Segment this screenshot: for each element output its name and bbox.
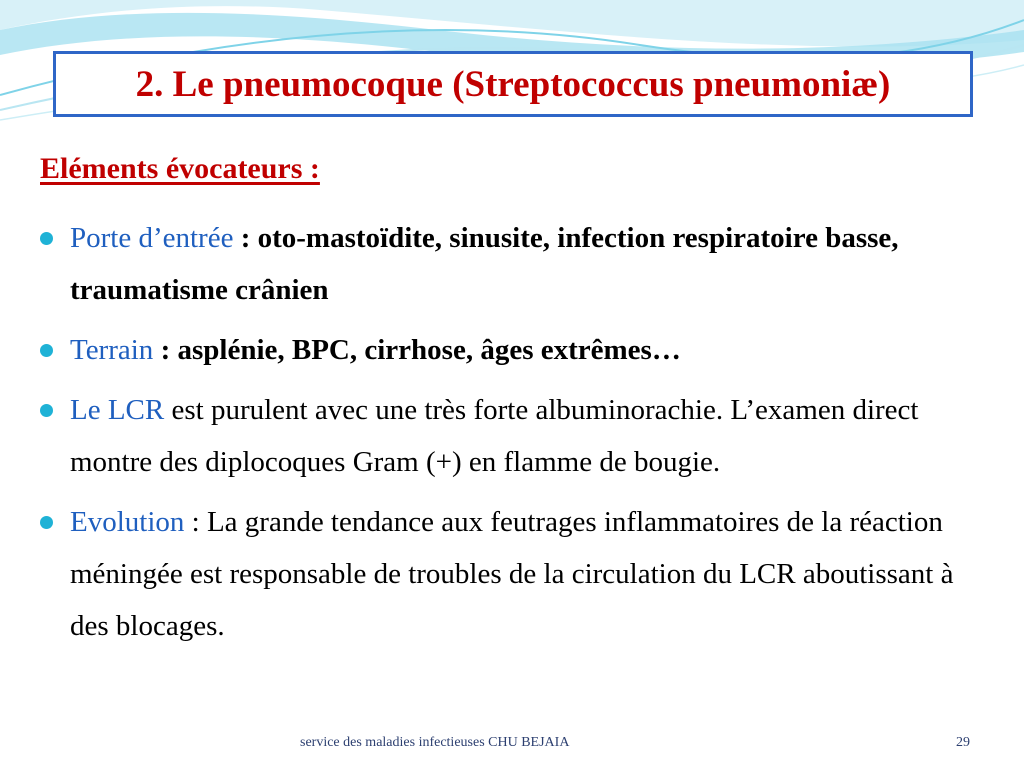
bullet-text: est purulent avec une très forte albuminorachie. L’examen direct montre des diplocoques Gram (+) en flamme de bougie. [70,394,919,478]
page-number: 29 [956,735,970,750]
footer [0,735,1024,755]
bullet-dot-icon [40,232,53,245]
bullet-keyword: Porte d’entrée [70,222,234,254]
section-subtitle: Eléments évocateurs : [40,152,320,185]
bullet-keyword: Terrain [70,334,154,366]
bullet-keyword: Evolution [70,506,185,538]
bullet-dot-icon [40,404,53,417]
bullet-text: : asplénie, BPC, cirrhose, âges extrêmes… [153,334,681,366]
bullet-dot-icon [40,344,53,357]
bullet-keyword: Le LCR [70,394,165,426]
footer-text: service des maladies infectieuses CHU BEJAIA [300,735,570,750]
bullet-item-evolution [40,496,990,652]
bullet-item-lcr [40,384,990,488]
slide-title: 2. Le pneumocoque (Streptococcus pneumoniæ) [135,63,891,105]
bullet-dot-icon [40,516,53,529]
bullet-text: : oto-mastoïdite, sinusite, infection respiratoire basse, traumatisme crânien [70,222,899,306]
bullet-item-terrain [40,324,990,376]
bullet-list [40,212,990,660]
bullet-text: : La grande tendance aux feutrages inflammatoires de la réaction méningée est responsable de troubles de la circulation du LCR aboutissant à des blocages. [70,506,954,642]
title-box [53,51,973,117]
bullet-item-porte-entree [40,212,990,316]
